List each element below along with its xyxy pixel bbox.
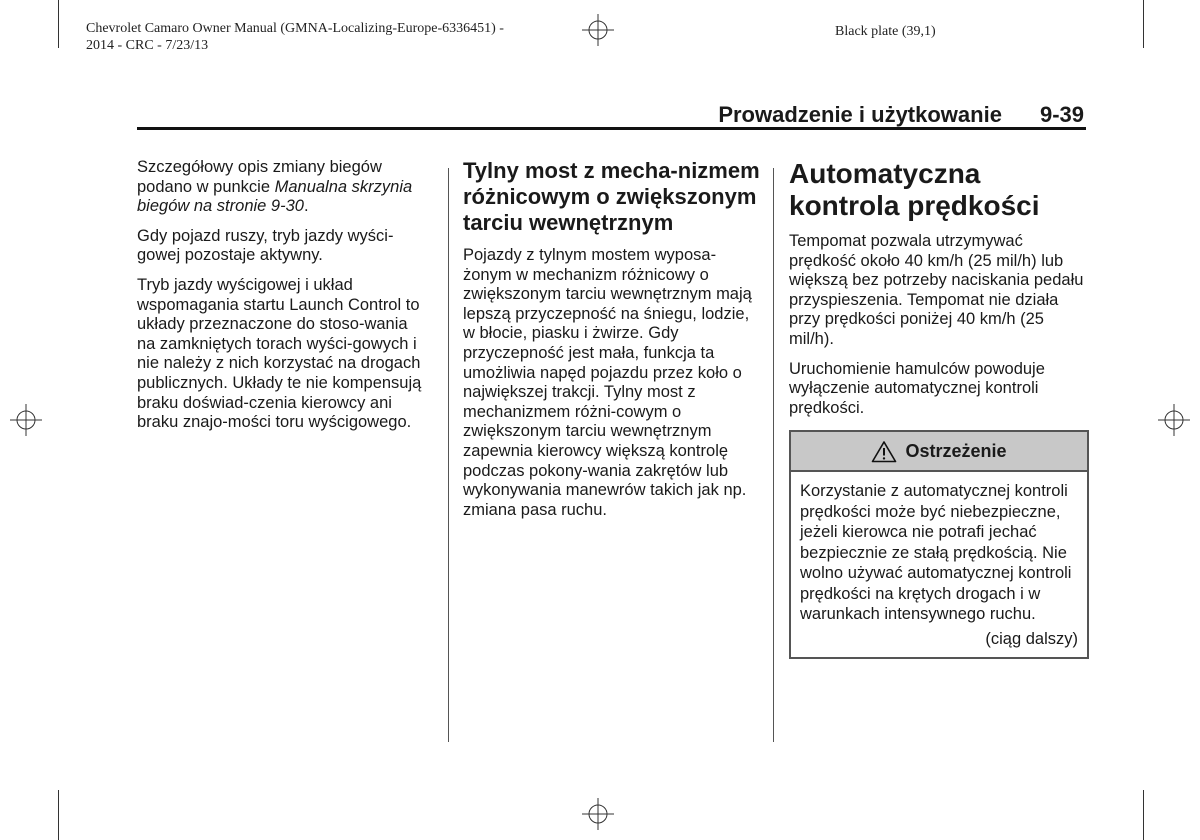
- crop-mark: [1143, 0, 1144, 48]
- section-heading: Tylny most z mecha-nizmem różnicowym o zwiększonym tarciu wewnętrznym: [463, 158, 760, 235]
- crop-mark: [1143, 790, 1144, 840]
- section-title: Prowadzenie i użytkowanie: [718, 102, 1002, 127]
- continued-note: (ciąg dalszy): [985, 629, 1078, 648]
- print-metadata: [86, 20, 504, 54]
- paragraph: Tempomat pozwala utrzymywać prędkość około 40 km/h (25 mil/h) lub większą bez potrzeby naciskania pedału przyspieszenia. Tempomat nie działa przy prędkości poniżej 40 km/h (25 mil/h).: [789, 232, 1084, 348]
- column-3: [789, 158, 1089, 659]
- column-divider: [773, 168, 774, 742]
- paragraph-text: Szczegółowy opis zmiany biegów podano w punkcie: [137, 158, 382, 196]
- paragraph: Gdy pojazd ruszy, tryb jazdy wyści-gowej pozostaje aktywny.: [137, 226, 394, 265]
- header-rule: [137, 127, 1086, 130]
- print-meta-line2: 2014 - CRC - 7/23/13: [86, 38, 209, 53]
- registration-mark-icon: [1158, 404, 1190, 436]
- registration-mark-icon: [582, 798, 614, 830]
- paragraph-text: .: [303, 197, 309, 216]
- column-2: [463, 158, 763, 530]
- black-plate-label: Black plate (39,1): [835, 24, 936, 39]
- paragraph: Tryb jazdy wyścigowej i układ wspomagania startu Launch Control to układy przeznaczone do stoso-wania na zamkniętych torach wyści-gowych i nie należy z nich korzystać na drogach publicznych. Układy te nie kompensują braku doświad-czenia kierowcy ani braku znajo-mości toru wyścigowego.: [137, 275, 422, 432]
- registration-mark-icon: [582, 14, 614, 46]
- paragraph: Uruchomienie hamulców powoduje wyłączenie automatycznej kontroli prędkości.: [789, 359, 1045, 417]
- warning-title: Ostrzeżenie: [905, 440, 1007, 461]
- running-header: [718, 102, 1084, 128]
- warning-box: [789, 430, 1089, 659]
- column-1: [137, 158, 429, 443]
- warning-text: Korzystanie z automatycznej kontroli prędkości może być niebezpieczne, jeżeli kierowca nie potrafi jechać bezpiecznie ze stałą prędkością. Nie wolno używać automatycznej kontroli prędkości na krętych drogach i w warunkach intensywnego ruchu.: [800, 482, 1072, 624]
- crop-mark: [58, 0, 59, 48]
- crop-mark: [58, 790, 59, 840]
- warning-body: [791, 472, 1087, 657]
- paragraph: [137, 158, 429, 217]
- warning-triangle-icon: [871, 440, 897, 463]
- warning-header: [791, 432, 1087, 472]
- column-divider: [448, 168, 449, 742]
- print-meta-line1: Chevrolet Camaro Owner Manual (GMNA-Localizing-Europe-6336451) -: [86, 21, 504, 36]
- page-number: 9-39: [1039, 102, 1084, 127]
- registration-mark-icon: [10, 404, 42, 436]
- section-heading: Automatyczna kontrola prędkości: [789, 158, 1040, 221]
- cross-reference-link[interactable]: Manualna skrzynia biegów na stronie 9-30: [137, 177, 413, 216]
- paragraph: Pojazdy z tylnym mostem wyposa-żonym w mechanizm różnicowy o zwiększonym tarciu wewnętrznym mają lepszą przyczepność na śniegu, lodzie, w błocie, piasku i żwirze. Gdy przyczepność jest mała, funkcja ta umożliwia napęd pojazdu przez koło o największej trakcji. Tylny most z mechanizmem różni-cowym o zwiększonym tarciu wewnętrznym zapewnia kierowcy większą kontrolę podczas pokony-wania zakrętów lub wykonywania manewrów takich jak np. zmiana pasa ruchu.: [463, 246, 752, 519]
